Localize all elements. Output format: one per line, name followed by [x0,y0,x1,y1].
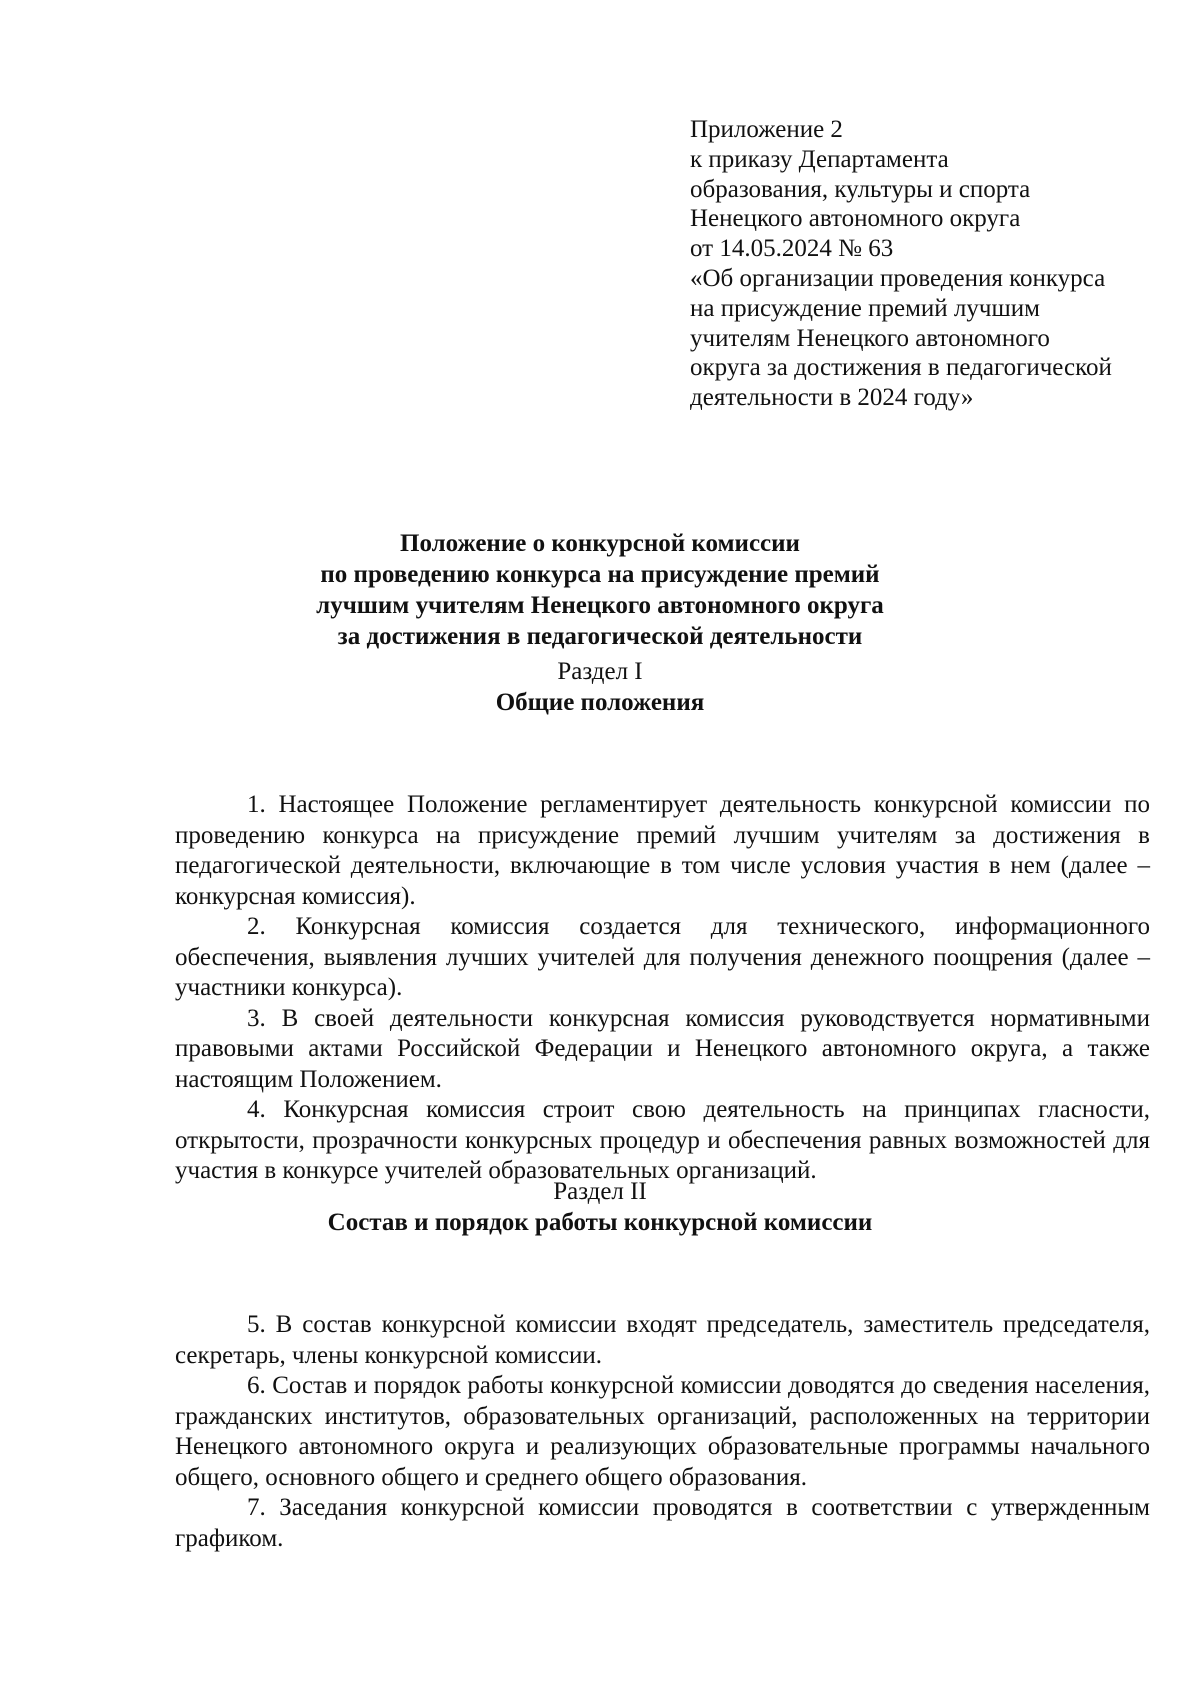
title-line: лучшим учителям Ненецкого автономного округа [316,592,884,619]
appendix-reference [690,115,1160,413]
appendix-line: образования, культуры и спорта [690,175,1031,203]
section-2-body [175,1310,1150,1554]
section-label: Раздел I [557,658,643,685]
paragraph: 3. В своей деятельности конкурсная комиссия руководствуется нормативными правовыми актами Российской Федерации и Ненецкого автономного округа, а также настоящим Положением. [175,1004,1150,1093]
appendix-line: учителям Ненецкого автономного [690,324,1050,352]
appendix-line: округа за достижения в педагогической [690,354,1112,382]
paragraph: 2. Конкурсная комиссия создается для технического, информационного обеспечения, выявления лучших учителей для получения денежного поощрения (далее – участники конкурса). [175,913,1150,1001]
appendix-line: Приложение 2 [690,116,843,143]
paragraph: 1. Настоящее Положение регламентирует деятельность конкурсной комиссии по проведению конкурса на присуждение премий лучшим учителям за достижения в педагогической деятельности, включающие в том числе условия участия в нем (далее – конкурсная комиссия). [175,791,1150,910]
section-1-body [175,790,1150,1187]
paragraph: 4. Конкурсная комиссия строит свою деятельность на принципах гласности, открытости, прозрачности конкурсных процедур и обеспечения равных возможностей для участия в конкурсе учителей образовательных организаций. [175,1096,1150,1184]
section-label: Раздел II [553,1178,647,1205]
appendix-line: «Об организации проведения конкурса [690,264,1106,292]
paragraph: 7. Заседания конкурсной комиссии проводятся в соответствии с утвержденным графиком. [175,1494,1150,1552]
appendix-line: на присуждение премий лучшим [690,294,1040,322]
appendix-line: к приказу Департамента [690,145,949,173]
appendix-line: от 14.05.2024 № 63 [690,235,894,263]
section-1-heading [200,656,1000,718]
paragraph: 6. Состав и порядок работы конкурсной комиссии доводятся до сведения населения, гражданских институтов, образовательных организаций, расположенных на территории Ненецкого автономного округа и реализующих образовательные программы начального общего, основного общего и среднего общего образования. [175,1372,1150,1491]
appendix-line: деятельности в 2024 году» [690,384,974,412]
title-line: Положение о конкурсной комиссии [400,530,800,557]
section-2-heading [200,1176,1000,1238]
paragraph: 5. В состав конкурсной комиссии входят председатель, заместитель председателя, секретарь, члены конкурсной комиссии. [175,1311,1150,1369]
title-line: за достижения в педагогической деятельности [337,623,863,650]
section-title: Общие положения [495,689,705,716]
title-line: по проведению конкурса на присуждение премий [320,561,880,588]
section-title: Состав и порядок работы конкурсной комиссии [327,1209,873,1236]
document-title [200,528,1000,652]
appendix-line: Ненецкого автономного округа [690,205,1021,233]
